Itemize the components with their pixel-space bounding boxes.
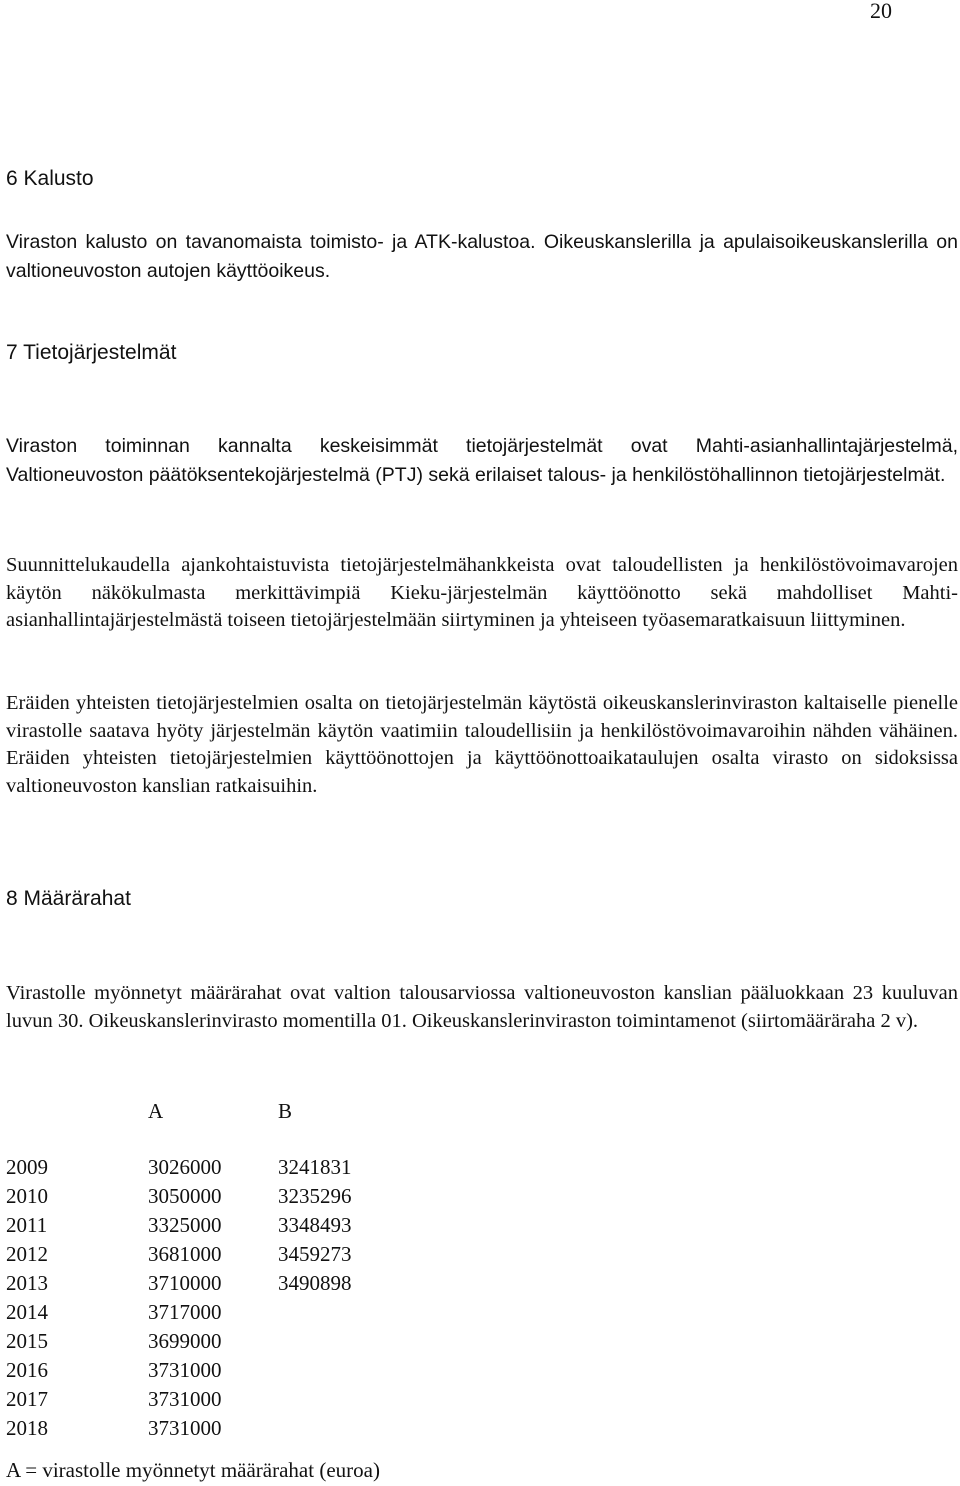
cell-year: 2012 bbox=[6, 1242, 48, 1266]
cell-a: 3026000 bbox=[148, 1155, 222, 1179]
cell-a: 3699000 bbox=[148, 1329, 222, 1353]
cell-year: 2017 bbox=[6, 1387, 48, 1411]
cell-year: 2014 bbox=[6, 1300, 48, 1324]
page-number: 20 bbox=[870, 0, 892, 23]
section-7-paragraph-1: Viraston toiminnan kannalta keskeisimmät tietojärjestelmät ovat Mahti-asianhallintajärjestelmä, Valtioneuvoston päätöksentekojärjestelmä (PTJ) sekä erilaiset talous- ja henkilöstöhallinnon tietojärjestelmät. bbox=[6, 435, 958, 486]
appropriations-table bbox=[6, 1097, 398, 1443]
cell-year: 2010 bbox=[6, 1184, 48, 1208]
table-note: A = virastolle myönnetyt määrärahat (euroa) bbox=[6, 1458, 380, 1482]
cell-a: 3325000 bbox=[148, 1213, 222, 1237]
section-6-title: 6 Kalusto bbox=[6, 167, 94, 190]
section-6-paragraph: Viraston kalusto on tavanomaista toimisto- ja ATK-kalustoa. Oikeuskanslerilla ja apulaisoikeuskanslerilla on valtioneuvoston autojen käyttöoikeus. bbox=[6, 231, 958, 282]
section-7-paragraph-2: Suunnittelukaudella ajankohtaistuvista tietojärjestelmähankkeista ovat taloudellisten ja henkilöstövoimavarojen käytön näkökulmasta merkittävimpiä Kieku-järjestelmän käyttöönotto sekä mahdolliset Mahti-asianhallintajärjestelmästä toiseen tietojärjestelmään siirtyminen ja yhteiseen työasemaratkaisuun liittyminen. bbox=[6, 554, 958, 631]
cell-a: 3731000 bbox=[148, 1387, 222, 1411]
cell-b bbox=[278, 1356, 398, 1385]
section-8-paragraph: Virastolle myönnetyt määrärahat ovat valtion talousarviossa valtioneuvoston kanslian pääluokkaan 23 kuuluvan luvun 30. Oikeuskanslerinvirasto momentilla 01. Oikeuskanslerinviraston toimintamenot (siirtomääräraha 2 v). bbox=[6, 982, 958, 1032]
cell-b bbox=[278, 1414, 398, 1443]
table-row bbox=[6, 1298, 398, 1327]
table-row bbox=[6, 1211, 398, 1240]
cell-a: 3710000 bbox=[148, 1271, 222, 1295]
section-7-paragraph-3: Eräiden yhteisten tietojärjestelmien osalta on tietojärjestelmän käytöstä oikeuskanslerinviraston kaltaiselle pienelle virastolle saatava hyöty järjestelmän käytön vaatimiin taloudellisiin ja henkilöstövoimavaroihin nähden vähäinen. Eräiden yhteisten tietojärjestelmien käyttöönottojen ja käyttöönottoaikataulujen osalta virasto on sidoksissa valtioneuvoston kanslian ratkaisuihin. bbox=[6, 692, 958, 797]
cell-year: 2009 bbox=[6, 1155, 48, 1179]
table-row bbox=[6, 1356, 398, 1385]
cell-a: 3731000 bbox=[148, 1358, 222, 1382]
column-header-a: A bbox=[148, 1099, 164, 1123]
cell-a: 3731000 bbox=[148, 1416, 222, 1440]
cell-a: 3050000 bbox=[148, 1184, 222, 1208]
cell-year: 2016 bbox=[6, 1358, 48, 1382]
cell-b: 3490898 bbox=[278, 1271, 352, 1295]
cell-b bbox=[278, 1298, 398, 1327]
cell-year: 2018 bbox=[6, 1416, 48, 1440]
cell-b bbox=[278, 1327, 398, 1356]
table-row bbox=[6, 1153, 398, 1182]
cell-b: 3241831 bbox=[278, 1155, 352, 1179]
section-8-title: 8 Määrärahat bbox=[6, 887, 131, 910]
section-7-title: 7 Tietojärjestelmät bbox=[6, 341, 177, 364]
cell-b: 3459273 bbox=[278, 1242, 352, 1266]
cell-b: 3235296 bbox=[278, 1184, 352, 1208]
column-header-b: B bbox=[278, 1099, 293, 1123]
table-row bbox=[6, 1414, 398, 1443]
cell-b bbox=[278, 1385, 398, 1414]
cell-year: 2011 bbox=[6, 1213, 48, 1237]
table-row bbox=[6, 1269, 398, 1298]
table-row bbox=[6, 1385, 398, 1414]
cell-year: 2015 bbox=[6, 1329, 48, 1353]
table-body bbox=[6, 1153, 398, 1443]
table-header bbox=[6, 1097, 398, 1126]
cell-a: 3681000 bbox=[148, 1242, 222, 1266]
cell-b: 3348493 bbox=[278, 1213, 352, 1237]
cell-a: 3717000 bbox=[148, 1300, 222, 1324]
table-row bbox=[6, 1240, 398, 1269]
table-row bbox=[6, 1182, 398, 1211]
cell-year: 2013 bbox=[6, 1271, 48, 1295]
table-row bbox=[6, 1327, 398, 1356]
